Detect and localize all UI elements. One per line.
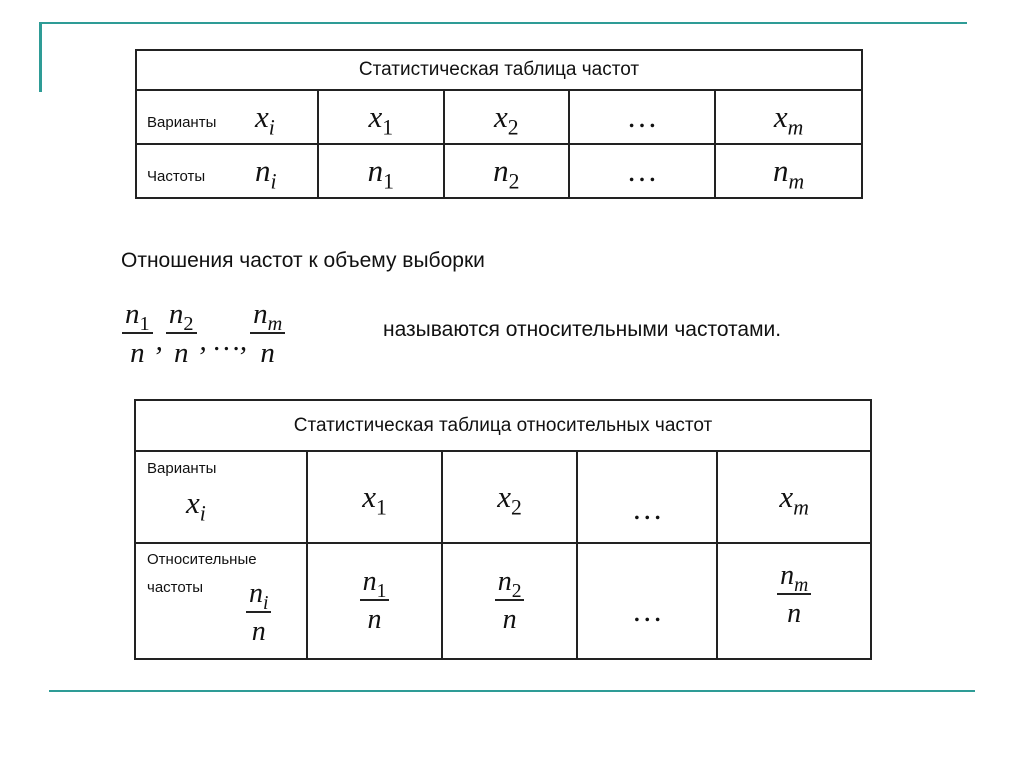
frequency-table-title: Статистическая таблица частот <box>136 50 862 90</box>
fraction-n2-over-n: $\frac{n_2}{n}$ <box>166 300 197 368</box>
variant-cell-2: $x_2$ <box>444 90 570 144</box>
variant-cell-ellipsis: … <box>569 90 715 144</box>
frequencies-label: Частоты <box>147 168 206 185</box>
accent-line-bottom <box>49 690 975 692</box>
row-header-frequencies <box>136 144 318 198</box>
row-header-variants <box>136 90 318 144</box>
accent-bar-vertical <box>39 22 42 92</box>
table-row <box>136 144 862 198</box>
relative-frequency-fractions <box>122 300 285 368</box>
table-row <box>135 451 871 543</box>
fraction-nm-over-n: $\frac{n_m}{n}$ <box>250 300 285 368</box>
variant-cell-1: $x_1$ <box>318 90 444 144</box>
frequency-cell-1: $n_1$ <box>318 144 444 198</box>
relative-frequencies-label-line2: частоты <box>147 579 204 596</box>
variant-cell-1: $x_1$ <box>307 451 442 543</box>
relative-frequency-cell-m: $\frac{n_m}{n}$ <box>717 543 871 659</box>
variant-symbol: $x_i$ <box>255 99 275 140</box>
frequency-symbol: $n_i$ <box>255 153 277 194</box>
relative-frequency-cell-2: $\frac{n_2}{n}$ <box>442 543 577 659</box>
frequency-cell-ellipsis: … <box>569 144 715 198</box>
fraction-separator: , <box>155 324 163 357</box>
variant-cell-m: $x_m$ <box>715 90 862 144</box>
relative-frequencies-label-line1: Относительные <box>147 551 257 568</box>
relative-frequency-cell-ellipsis: … <box>577 543 717 659</box>
relative-frequency-cell-1: $\frac{n_1}{n}$ <box>307 543 442 659</box>
relative-frequency-symbol: $\frac{n_i}{n}$ <box>246 580 271 646</box>
variant-cell-m: $x_m$ <box>717 451 871 543</box>
table-row <box>136 90 862 144</box>
variants-label: Варианты <box>147 460 217 477</box>
relative-frequency-table <box>134 399 872 660</box>
relative-frequency-table-title: Статистическая таблица относительных частот <box>135 400 871 451</box>
row-header-variants <box>135 451 307 543</box>
table-row <box>135 543 871 659</box>
frequency-cell-m: $n_m$ <box>715 144 862 198</box>
relative-frequencies-caption: называются относительными частотами. <box>383 318 782 341</box>
frequency-table <box>135 49 863 199</box>
fraction-n1-over-n: $\frac{n_1}{n}$ <box>122 300 153 368</box>
row-header-relative-frequencies <box>135 543 307 659</box>
fraction-ellipsis: , …, <box>199 324 248 357</box>
variant-symbol: $x_i$ <box>186 485 206 526</box>
variant-cell-2: $x_2$ <box>442 451 577 543</box>
ratio-heading: Отношения частот к объему выборки <box>121 249 485 272</box>
frequency-cell-2: $n_2$ <box>444 144 570 198</box>
variants-label: Варианты <box>147 114 217 131</box>
variant-cell-ellipsis: … <box>577 451 717 543</box>
accent-line-top <box>39 22 967 24</box>
